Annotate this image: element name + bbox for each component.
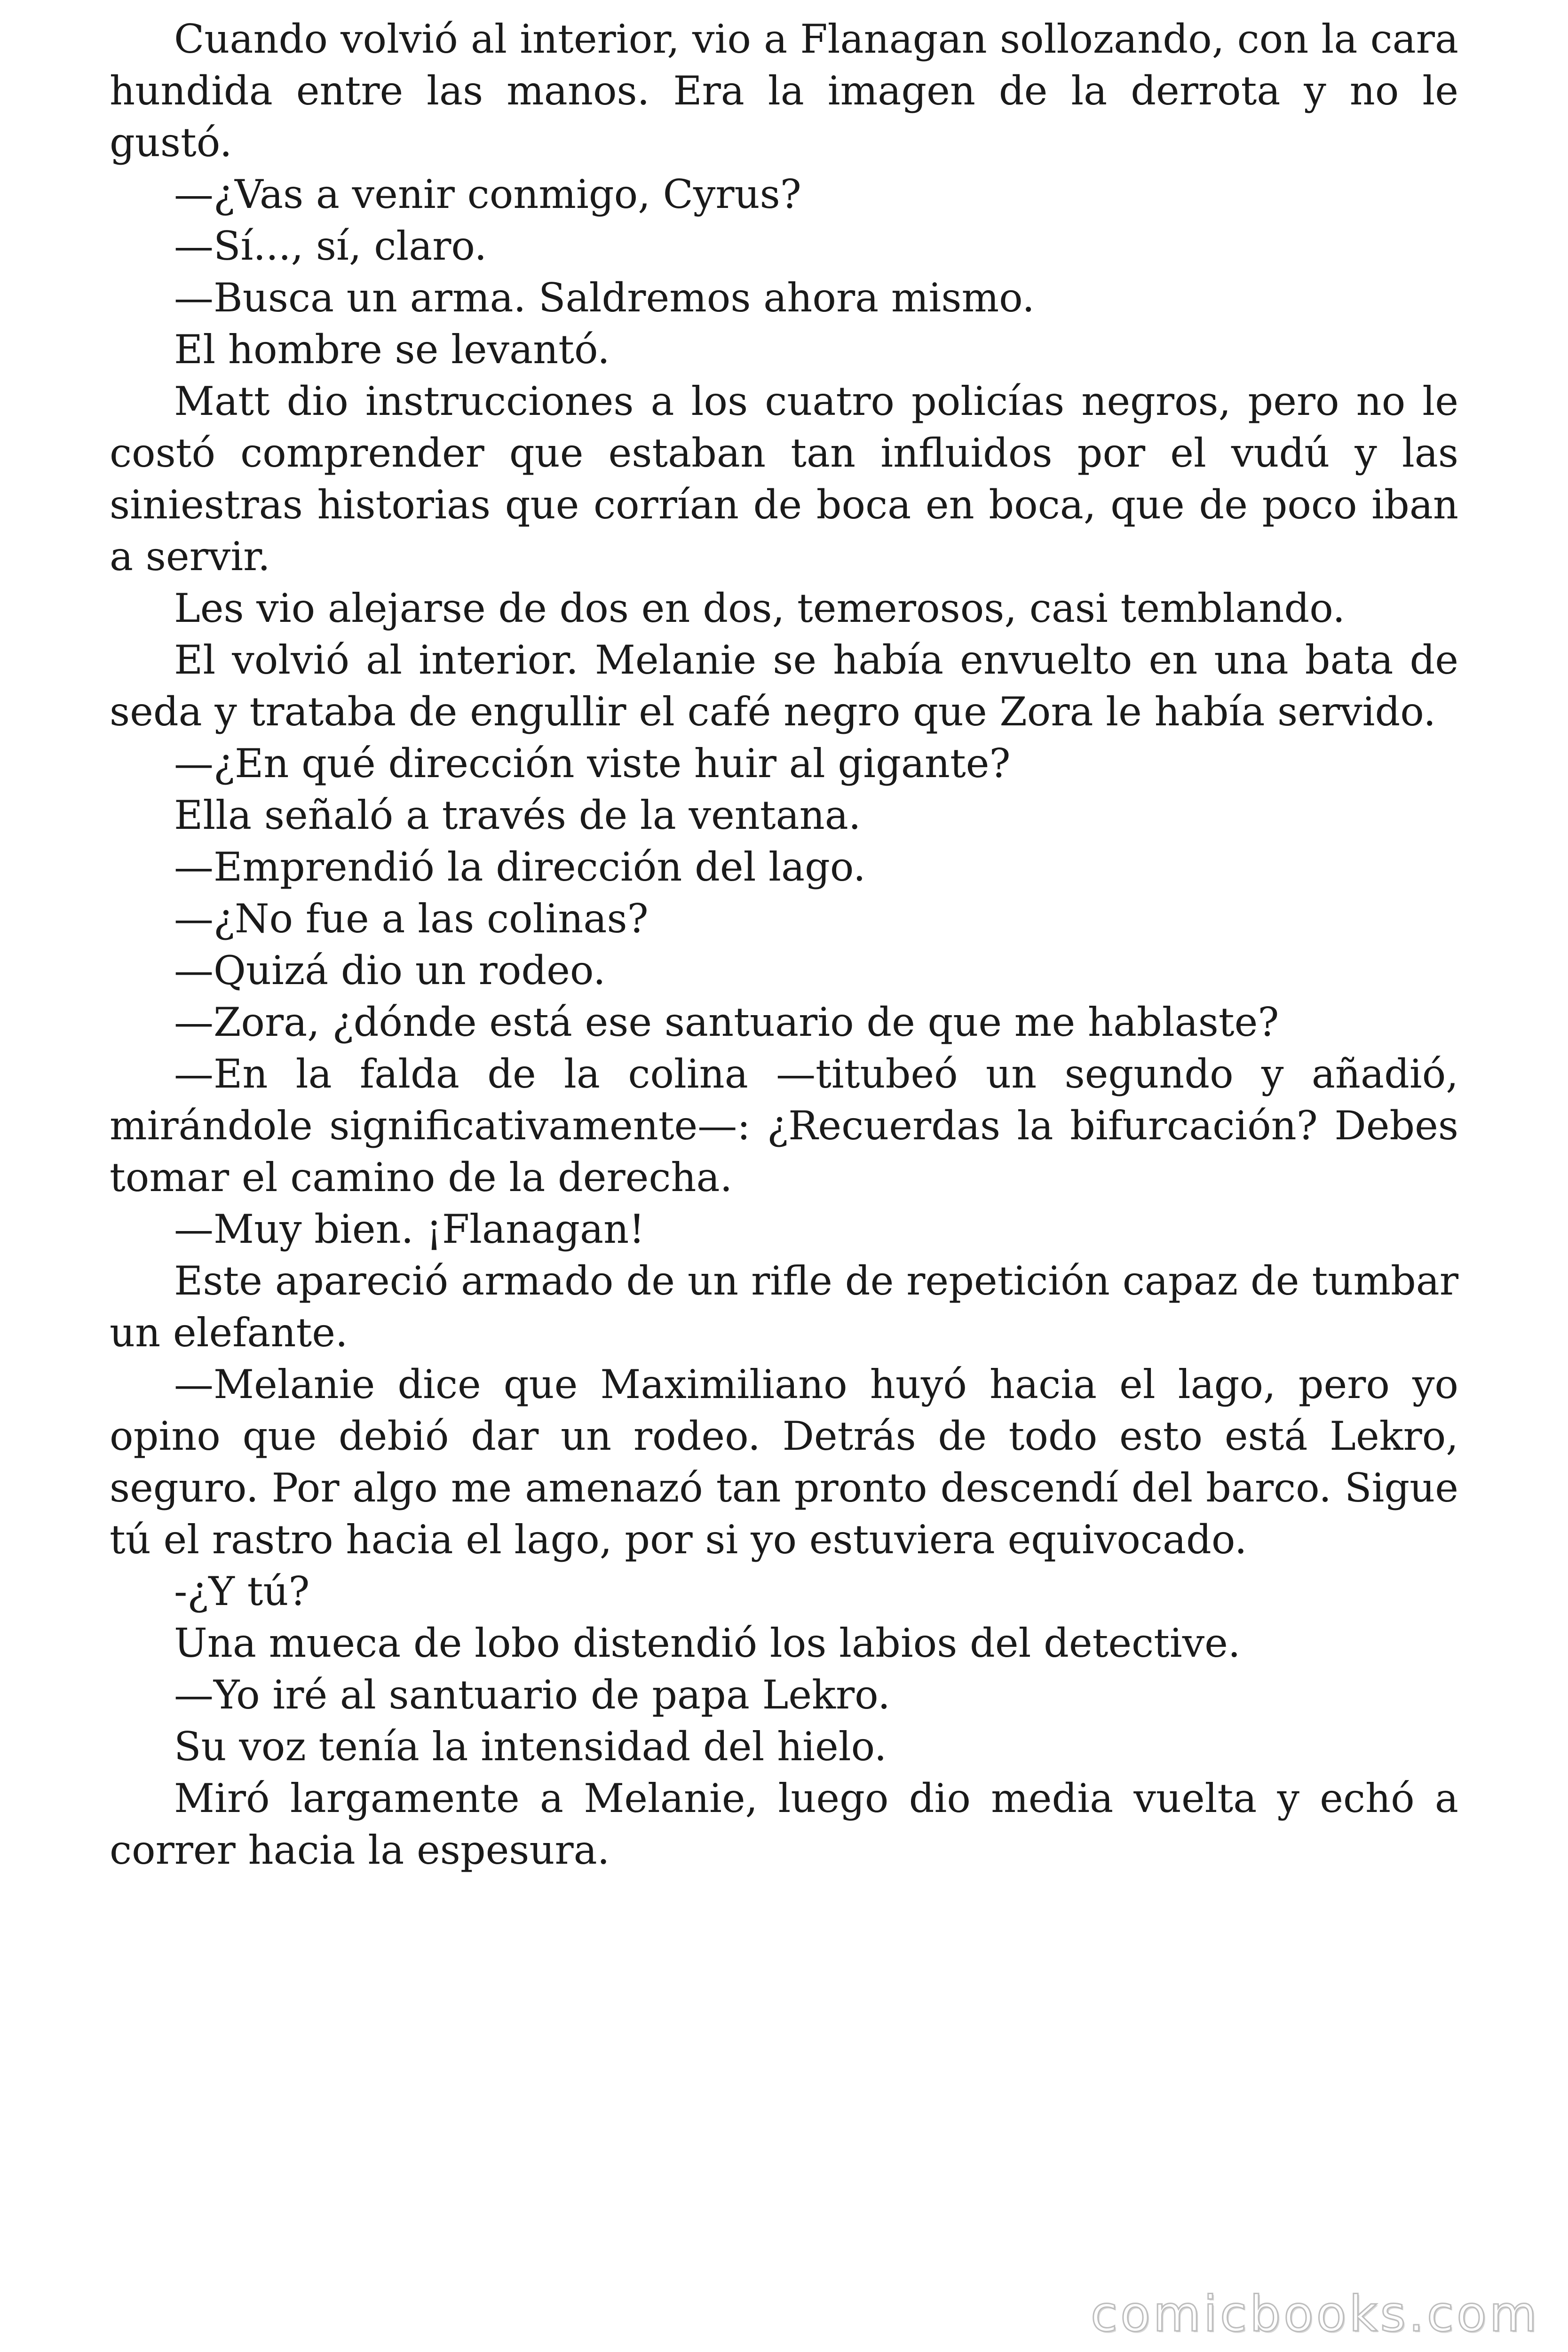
paragraph: —Busca un arma. Saldremos ahora mismo. — [174, 275, 1035, 321]
paragraph: Matt dio instrucciones a los cuatro policías negros, pero no le costó comprender que estaban tan influidos por el vudú y las siniestras historias que corrían de boca en boca, que de poco iban a servir. — [110, 378, 1458, 580]
paragraph: —Quizá dio un rodeo. — [174, 947, 606, 993]
paragraph: —Muy bien. ¡Flanagan! — [174, 1206, 645, 1252]
paragraph: —Emprendió la dirección del lago. — [174, 844, 866, 890]
body-text — [110, 13, 1458, 1876]
paragraph: El volvió al interior. Melanie se había envuelto en una bata de seda y trataba de engullir el café negro que Zora le había servido. — [110, 637, 1458, 735]
paragraph: —¿Vas a venir conmigo, Cyrus? — [174, 171, 801, 217]
paragraph: -¿Y tú? — [174, 1568, 310, 1614]
paragraph: —En la falda de la colina —titubeó un segundo y añadió, mirándole significativamente—: ¿Recuerdas la bifurcación? Debes tomar el camino de la derecha. — [110, 1051, 1458, 1200]
paragraph: Miró largamente a Melanie, luego dio media vuelta y echó a correr hacia la espesura. — [110, 1775, 1458, 1873]
paragraph: —Zora, ¿dónde está ese santuario de que me hablaste? — [174, 999, 1279, 1045]
paragraph: —¿No fue a las colinas? — [174, 896, 649, 942]
paragraph: —¿En qué dirección viste huir al gigante? — [174, 740, 1011, 787]
paragraph: El hombre se levantó. — [174, 326, 610, 373]
paragraph: Cuando volvió al interior, vio a Flanagan sollozando, con la cara hundida entre las manos. Era la imagen de la derrota y no le gustó. — [110, 16, 1458, 166]
paragraph: Este apareció armado de un rifle de repetición capaz de tumbar un elefante. — [110, 1258, 1458, 1356]
paragraph: —Yo iré al santuario de papa Lekro. — [174, 1672, 890, 1718]
paragraph: —Melanie dice que Maximiliano huyó hacia el lago, pero yo opino que debió dar un rodeo. Detrás de todo esto está Lekro, seguro. Por algo me amenazó tan pronto descendí del barco. Sigue tú el rastro hacia el lago, por si yo estuviera equivocado. — [110, 1361, 1458, 1563]
paragraph: Una mueca de lobo distendió los labios del detective. — [174, 1620, 1241, 1666]
paragraph: Su voz tenía la intensidad del hielo. — [174, 1724, 887, 1770]
paragraph: —Sí..., sí, claro. — [174, 223, 487, 269]
watermark: comicbooks.com — [1090, 2285, 1540, 2343]
paragraph: Les vio alejarse de dos en dos, temerosos, casi temblando. — [174, 585, 1346, 631]
paragraph: Ella señaló a través de la ventana. — [174, 792, 861, 838]
